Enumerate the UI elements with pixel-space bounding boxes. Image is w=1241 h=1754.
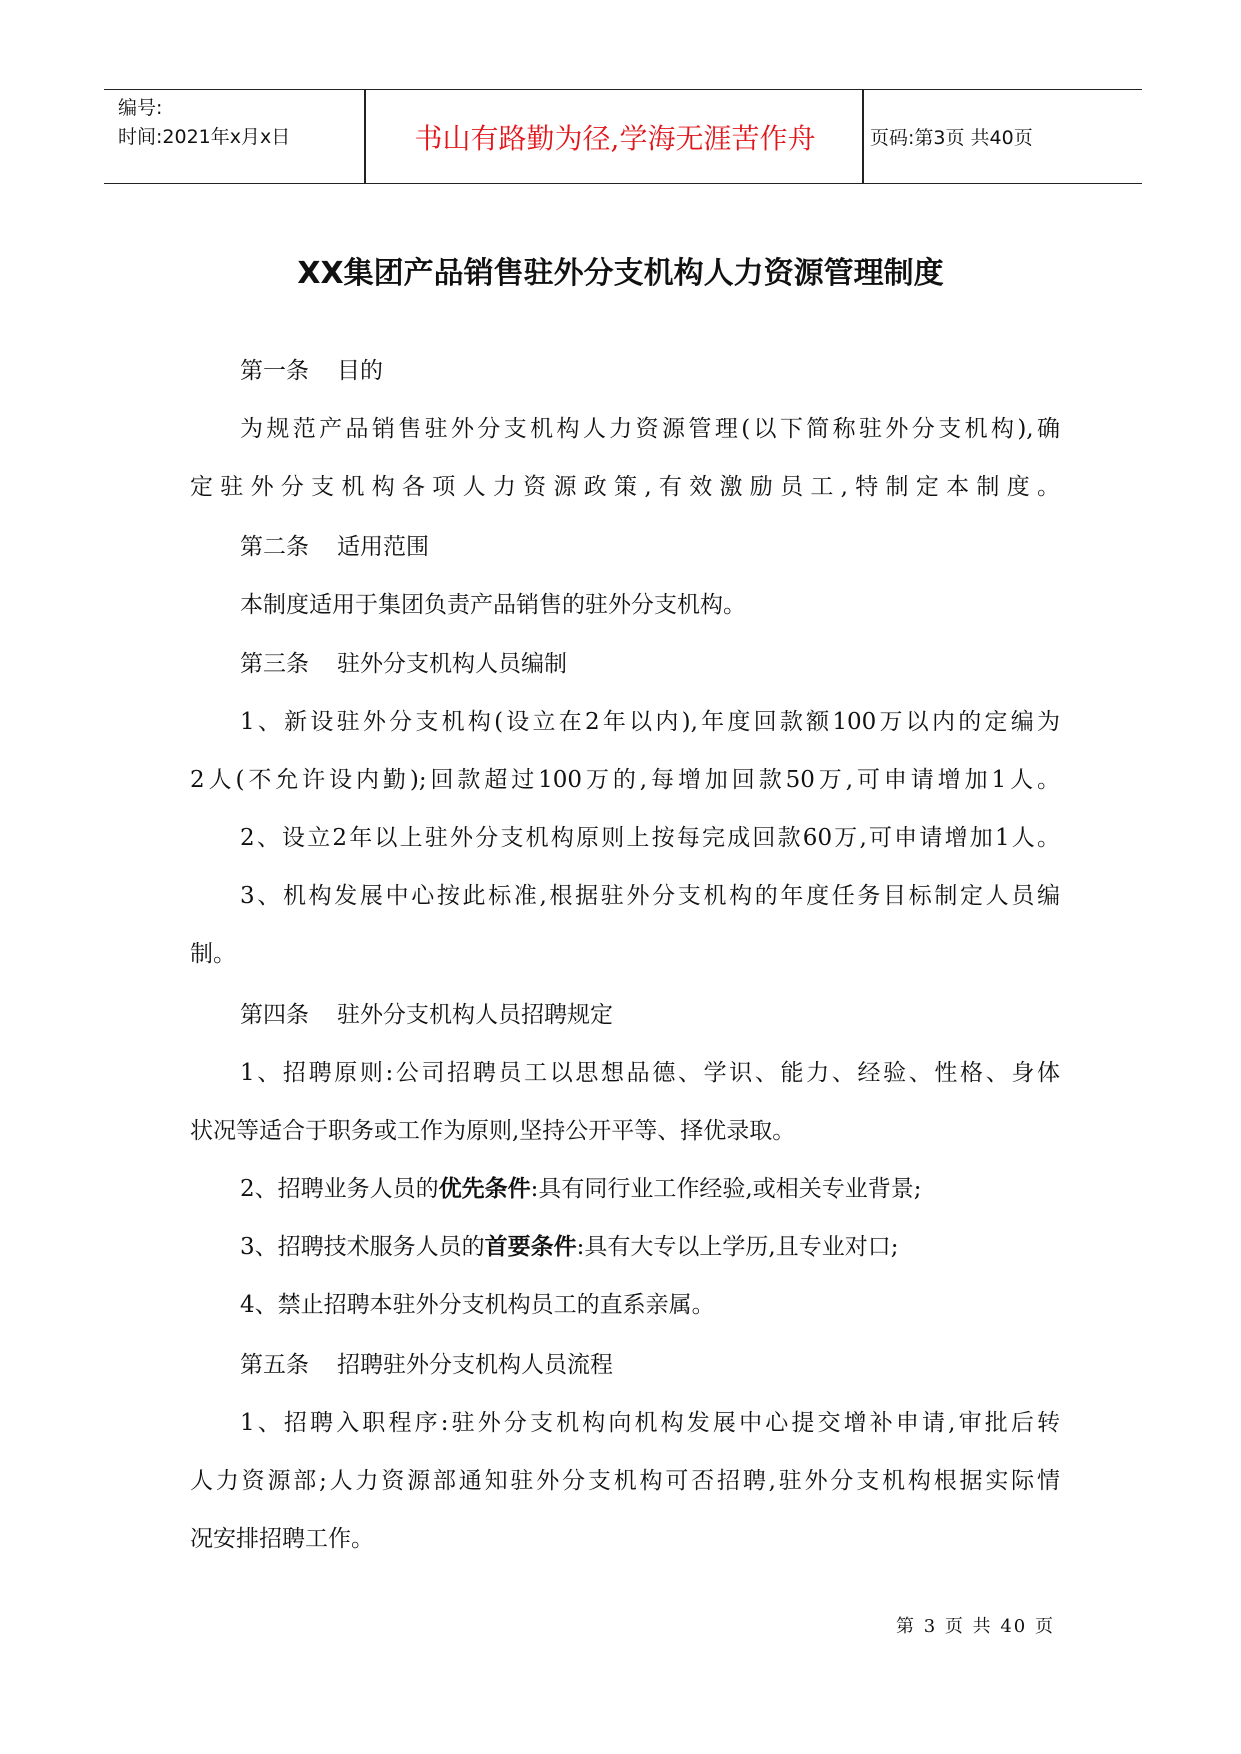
article-number: 第三条 bbox=[240, 651, 309, 677]
paragraph-line: 1、招聘入职程序:驻外分支机构向机构发展中心提交增补申请,审批后转 bbox=[240, 1410, 1060, 1436]
article-number: 第一条 bbox=[240, 358, 309, 384]
paragraph-line bbox=[240, 1170, 921, 1203]
article-name: 驻外分支机构人员招聘规定 bbox=[337, 1002, 613, 1028]
paragraph-line: 状况等适合于职务或工作为原则,坚持公开平等、择优录取。 bbox=[190, 1118, 796, 1144]
paragraph-line: 3、机构发展中心按此标准,根据驻外分支机构的年度任务目标制定人员编 bbox=[240, 883, 1060, 909]
article-name: 适用范围 bbox=[337, 534, 429, 560]
text-run: 3、招聘技术服务人员的 bbox=[240, 1234, 485, 1260]
page-footer: 第 3 页 共 40 页 bbox=[896, 1616, 1055, 1637]
article-name: 驻外分支机构人员编制 bbox=[337, 651, 567, 677]
paragraph-line: 4、禁止招聘本驻外分支机构员工的直系亲属。 bbox=[240, 1292, 715, 1318]
paragraph-line: 人力资源部;人力资源部通知驻外分支机构可否招聘,驻外分支机构根据实际情 bbox=[190, 1468, 1060, 1494]
header-divider-left bbox=[364, 90, 366, 183]
number-label: 编号: bbox=[118, 97, 163, 119]
header-motto: 书山有路勤为径,学海无涯苦作舟 bbox=[414, 121, 816, 155]
text-run: :具有大专以上学历,且专业对口; bbox=[576, 1234, 899, 1260]
paragraph-line: 况安排招聘工作。 bbox=[190, 1526, 374, 1552]
article-name: 目的 bbox=[337, 358, 383, 384]
paragraph-line: 为规范产品销售驻外分支机构人力资源管理(以下简称驻外分支机构),确 bbox=[240, 416, 1060, 442]
article-number: 第五条 bbox=[240, 1352, 309, 1378]
paragraph-line: 2人(不允许设内勤);回款超过100万的,每增加回款50万,可申请增加1人。 bbox=[190, 767, 1060, 793]
text-run: 2、招聘业务人员的 bbox=[240, 1176, 439, 1202]
paragraph-line: 1、新设驻外分支机构(设立在2年以内),年度回款额100万以内的定编为 bbox=[240, 709, 1060, 735]
text-run: :具有同行业工作经验,或相关专业背景; bbox=[530, 1176, 922, 1202]
article-name: 招聘驻外分支机构人员流程 bbox=[337, 1352, 613, 1378]
paragraph-line bbox=[240, 1228, 898, 1261]
document-title: XX集团产品销售驻外分支机构人力资源管理制度 bbox=[297, 256, 944, 291]
article-number: 第四条 bbox=[240, 1002, 309, 1028]
paragraph-line: 本制度适用于集团负责产品销售的驻外分支机构。 bbox=[240, 592, 746, 618]
article-3-heading bbox=[240, 645, 567, 678]
article-1-heading bbox=[240, 352, 383, 385]
article-2-heading bbox=[240, 528, 429, 561]
emphasis: 优先条件 bbox=[438, 1176, 531, 1202]
article-number: 第二条 bbox=[240, 534, 309, 560]
paragraph-line: 定驻外分支机构各项人力资源政策,有效激励员工,特制定本制度。 bbox=[190, 474, 1060, 500]
paragraph-line: 1、招聘原则:公司招聘员工以思想品德、学识、能力、经验、性格、身体 bbox=[240, 1060, 1060, 1086]
header-info bbox=[118, 94, 290, 152]
time-label: 时间:2021年x月x日 bbox=[118, 126, 291, 148]
header-divider-right bbox=[862, 90, 864, 183]
article-4-heading bbox=[240, 996, 613, 1029]
page-header bbox=[104, 89, 1142, 184]
article-5-heading bbox=[240, 1346, 613, 1379]
paragraph-line: 制。 bbox=[190, 941, 236, 967]
header-page-code: 页码:第3页 共40页 bbox=[870, 127, 1033, 149]
paragraph-line: 2、设立2年以上驻外分支机构原则上按每完成回款60万,可申请增加1人。 bbox=[240, 825, 1060, 851]
emphasis: 首要条件 bbox=[484, 1234, 577, 1260]
